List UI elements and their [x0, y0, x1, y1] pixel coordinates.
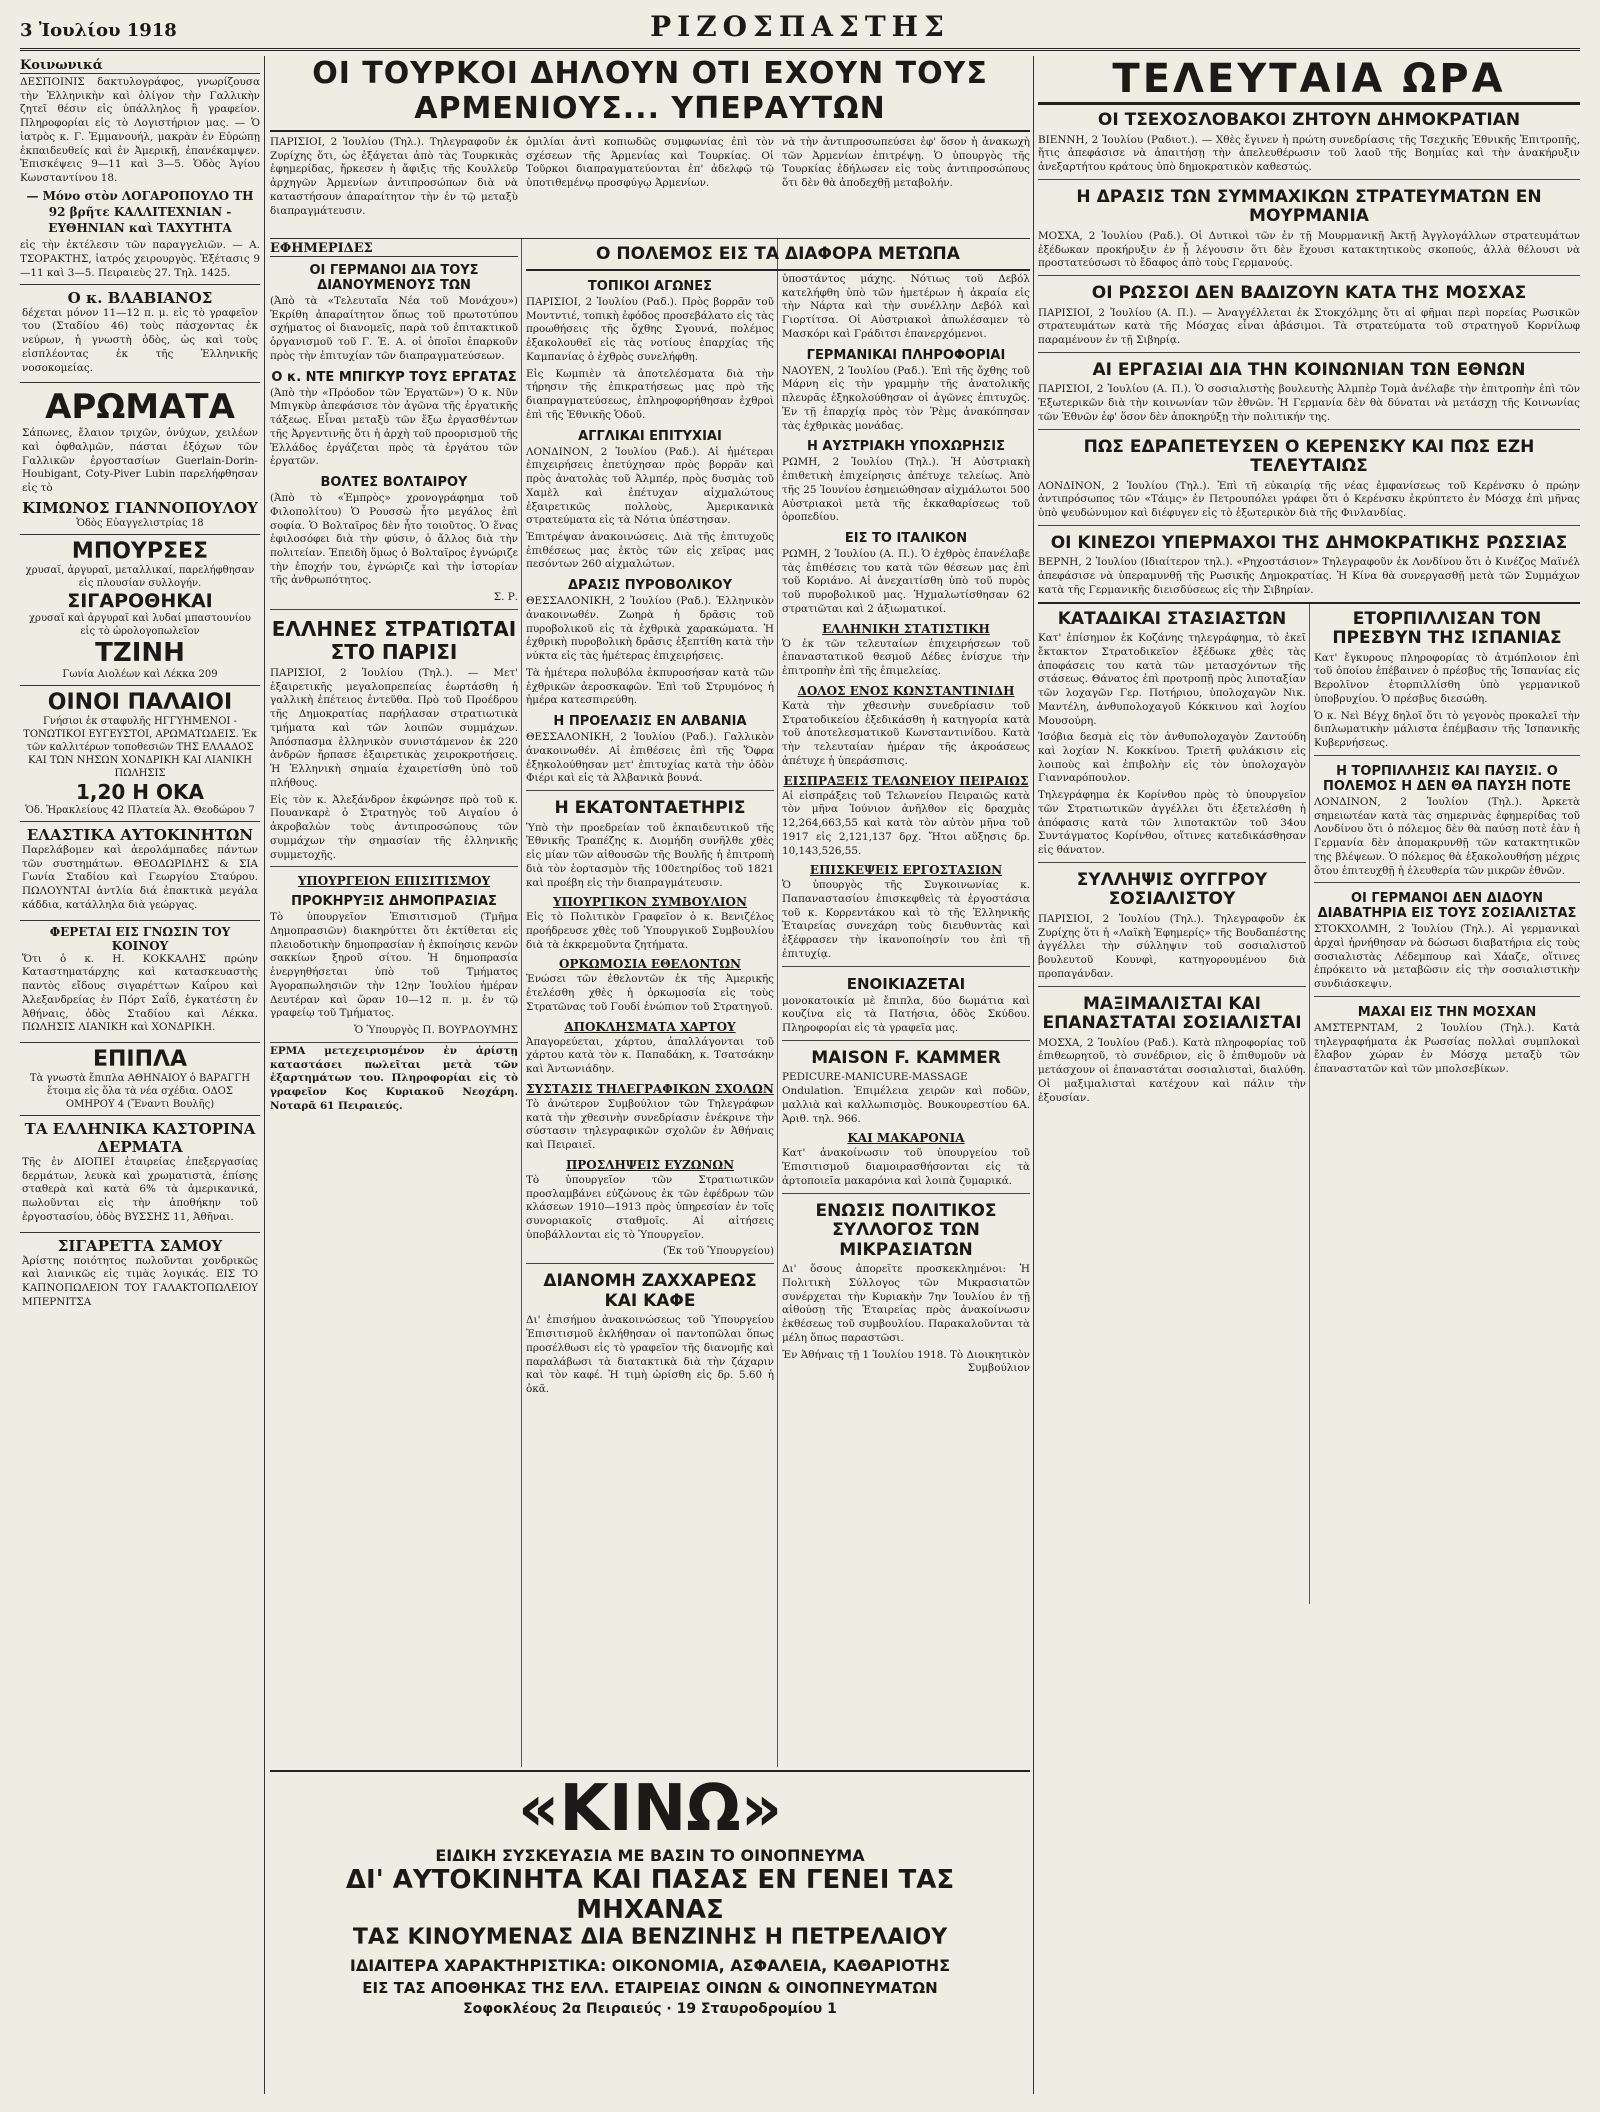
- article-text: Ὁ ἐκ τῶν τελευταίων ἐπιχειρήσεων τοῦ ἐπαναστατικοῦ θεσμοῦ Δέδες ἐνίσχυε τὴν ἐπιτροπὴν ἐπὶ τῆς ἐπιμελείας.: [782, 637, 1030, 678]
- article-text: Κατ' ἀνακοίνωσιν τοῦ ὑπουργείου τοῦ Ἐπισιτισμοῦ διαμοιρασθήσονται εἰς τὰ ἀρτοποιεῖα μακαρόνια καὶ λοιπὰ ζυμαρικά.: [782, 1147, 1030, 1187]
- article-text: ΠΑΡΙΣΙΟΙ, 2 Ἰουλίου (Τηλ.). Τηλεγραφοῦν ἐκ Ζυρίχης ὅτι, ὡς ἐξάγεται ἀπὸ τὰς Τουρκικὰς ἐφημερίδας, ἤρκεσεν ἡ ἄφιξις τῆς Κουλλεῦρ ἀρχηγῶν Ἀρμενίων ἀντιπροσώπων διὰ νὰ καταστήσουν ἀπαραίτητον τὴν ἐν τῷ μεταξὺ διαπραγμάτευσιν.: [270, 136, 518, 217]
- article-block: [1038, 429, 1580, 521]
- article-headline: ΕΤΟΡΠΙΛΛΙΣΑΝ ΤΟΝ ΠΡΕΣΒΥΝ ΤΗΣ ΙΣΠΑΝΙΑΣ: [1332, 608, 1562, 649]
- article-block: [270, 866, 518, 1038]
- ad-line: ΕΙΔΙΚΗ ΣΥΣΚΕΥΑΣΙΑ ΜΕ ΒΑΣΙΝ ΤΟ ΟΙΝΟΠΝΕΥΜΑ: [435, 1846, 865, 1865]
- article-headline: ΔΡΑΣΙΣ ΠΥΡΟΒΟΛΙΚΟΥ: [567, 578, 733, 594]
- ad-title: ΚΙΜΩΝΟΣ ΓΙΑΝΝΟΠΟΥΛΟΥ: [22, 498, 258, 517]
- war-fronts-banner: [526, 243, 1030, 271]
- article-block: [782, 1193, 1030, 1377]
- article-headline: ΟΙ ΓΕΡΜΑΝΟΙ ΔΙΑ ΤΟΥΣ ΔΙΑΝΟΥΜΕΝΟΥΣ ΤΩΝ: [309, 263, 479, 293]
- ad-text: PEDICURE-MANICURE-MASSAGE Ondulation. Ἐπιμέλεια χειρῶν καὶ ποδῶν, μαλλιὰ καὶ καλλωπισμὸς. Βουκουρεστίου 6Α. Ἀριθ. τηλ. 966.: [782, 1071, 1030, 1125]
- article-text: Τὸ ἀνώτερον Συμβούλιον τῶν Τηλεγράφων κατὰ τὴν χθεσινὴν συνεδρίασιν ἐνέκρινε τὴν σύστασιν τηλεγραφικῶν σχολῶν ἐν Ἀθήναις καὶ Πειραιεῖ.: [526, 1097, 774, 1152]
- ad-line: ΕΙΣ ΤΑΣ ΑΠΟΘΗΚΑΣ ΤΗΣ ΕΛΛ. ΕΤΑΙΡΕΙΑΣ ΟΙΝΩΝ & ΟΙΝΟΠΝΕΥΜΑΤΩΝ: [362, 1979, 938, 1997]
- article-text: Αἱ εἰσπράξεις τοῦ Τελωνείου Πειραιῶς κατὰ τὸν μῆνα Ἰούνιον ἀνῆλθον εἰς δραχμὰς 12,264,663,55 καὶ κατὰ τὸν αὐτὸν μῆνα τοῦ 1917 εἰς 2,121,137 δρχ. Ἤτοι αὔξησις δρ. 10,143,526,55.: [782, 789, 1030, 857]
- article-text: ΠΑΡΙΣΙΟΙ, 2 Ἰουλίου (Τηλ.). — Μετ' ἐξαιρετικῆς μεγαλοπρεπείας ἑωρτάσθη ἡ γαλλικὴ ἐπέτειος ἐντεῦθα. Πρὸ τοῦ Προέδρου τῆς Δημοκρατίας παρήλασαν στρατιωτικὰ τμήματα καὶ τῶν λοιπῶν συμμάχων. Ἀπόσπασμα ἑλληνικὸν συνιστάμενον ἐκ 220 ἀνδρῶν ἤρπασε ἐξαιρετικὰς χειροκροτήσεις. Ἡ Ἑλληνικὴ σημαία ἐχαιρετίσθη ὑπὸ τοῦ πλήθους.: [270, 666, 518, 789]
- article-block: [1038, 179, 1580, 271]
- ad-text: Ὁδὸς Εὐαγγελιστρίας 18: [76, 517, 204, 529]
- lead-headline: ΟΙ ΤΟΥΡΚΟΙ ΔΗΛΟΥΝ ΟΤΙ ΕΧΟΥΝ ΤΟΥΣ ΑΡΜΕΝΙΟΥΣ... ΥΠΕΡΑΥΤΩΝ: [270, 56, 1030, 132]
- ad-text: Ὅτι ὁ κ. Η. ΚΟΚΚΑΛΗΣ πρώην Καταστηματάρχης καὶ κατασκευαστὴς παντὸς εἴδους σιγαρέττων Καΐρου καὶ Ἀλεξανδρείας ἐν Πόρτ Σαΐδ, ἐγκατέστη ἐν Ἀθήναις, ὁδὸς Σταδίου καὶ Λέκκα. ΠΩΛΗΣΙΣ ΛΙΑΝΙΚΗ καὶ ΧΟΝΔΡΙΚΗ.: [22, 952, 258, 1034]
- article-text: Εἰς Κωμπιὲν τὰ ἀποτελέσματα διὰ τὴν τήρησιν τῆς ἐπικρατήσεως μας πρὸ τῆς διαπραγματεύσεως, ἐπληροφορήθησαν ἐχθροὶ ἐπὶ τῆς Ἐθνικῆς Ὁδοῦ.: [526, 367, 774, 421]
- article-text: Κατ' ἔγκυρους πληροφορίας τὸ ἀτμόπλοιον ἐπὶ τοῦ ὁποίου ἐπέβαινεν ὁ πρέσβυς τῆς Ἰσπανίας εἰς Βερολῖνον ἐτορπιλλίσθη ὑπὸ γερμανικοῦ ὑποβρυχίου. Ὁ πρέσβυς διεσώθη.: [1314, 651, 1580, 705]
- article-headline: ΕΝΩΣΙΣ ΠΟΛΙΤΙΚΟΣ ΣΥΛΛΟΓΟΣ ΤΩΝ ΜΙΚΡΑΣΙΑΤΩΝ: [815, 1200, 997, 1260]
- ad-text: χρυσαῖ καὶ ἀργυραῖ καὶ λυδαί μπαστουνίου εἰς τὸ ὡρολογοπωλεῖον: [29, 612, 251, 637]
- article-text: ΘΕΣΣΑΛΟΝΙΚΗ, 2 Ἰουλίου (Ραδ.). Ἐλληνικὸν ἀνακοινωθέν. Ζωηρὰ ἡ δρᾶσις τοῦ πυροβολικοῦ εἰς τὰ ἐχθρικὰ χαρακώματα. Ἡ ἐχθρικὴ πυροβολικὴ δρᾶσις ἐξεπτίθη κατὰ τὴν νύκτα εἰς τὰς ἡμέτερας ἐπιχειρήσεις.: [526, 595, 774, 663]
- ad-text: Γωνία Αιολέων καὶ Λέκκα 209: [62, 668, 218, 680]
- article-headline: Η ΑΥΣΤΡΙΑΚΗ ΥΠΟΧΩΡΗΣΙΣ: [807, 439, 1005, 455]
- article-signature: (Ἐκ τοῦ Ὑπουργείου): [663, 1245, 774, 1258]
- article-text: ΣΤΟΚΧΟΛΜΗ, 2 Ἰουλίου (Τηλ.). Αἱ γερμανικαὶ ἀρχαὶ ἠρνήθησαν νὰ δώσωσι διαβατήρια εἰς τοὺς σοσιαλιστὰς Λέδεμπουρ καὶ Χάαζε, οἵτινες ἐπρόκειτο νὰ μεταβῶσιν εἰς τὴν σοσιαλιστικὴν συνδιάσκεψιν.: [1314, 923, 1580, 991]
- article-headline: ΜΑΞΙΜΑΛΙΣΤΑΙ ΚΑΙ ΕΠΑΝΑΣΤΑΤΑΙ ΣΟΣΙΑΛΙΣΤΑΙ: [1042, 993, 1302, 1034]
- ad-block: [782, 966, 1030, 1036]
- ad-text: εἰς τὴν ἐκτέλεσιν τῶν παραγγελιῶν. — Α. ΤΣΟΡΑΚΤΗΣ, ἰατρός χειρουργὸς. Ἐξέτασις 9—11 καὶ 3—5. Πειραιεὺς 27. Τηλ. 1425.: [20, 239, 260, 279]
- article-text: ΜΟΣΧΑ, 2 Ἰουλίου (Ραδ.). Κατὰ πληροφορίας τοῦ ἐπιθεωρητοῦ, τὸ συνέδριον, εἰς ὃ ἐπιθυμοῦν νὰ μετάσχουν οἱ ἐπαναστάται σοσιαλισταὶ, διαλύθη. Οἱ μαξιμαλισταὶ κατέχουν καὶ πάλιν τὴν ἐξουσίαν.: [1038, 1036, 1306, 1104]
- article-text: ΠΑΡΙΣΙΟΙ, 2 Ἰουλίου (Α. Π.). — Ἀναγγέλλεται ἐκ Στοκχόλμης ὅτι αἱ φῆμαι περὶ πορείας Ρωσικῶν στρατευμάτων κατὰ τῆς Μόσχας εἶναι ἀβάσιμοι. Τὰ στρατεύματα τοῦ στρατηγοῦ Κορνίλωφ παραμένουν ἐν τῇ Σιβηρίᾳ.: [1038, 306, 1580, 347]
- article-text: Τηλεγράφημα ἐκ Κορίνθου πρὸς τὸ ὑπουργεῖον τῶν Στρατιωτικῶν ἀγγέλλει ὅτι ἐξετελέσθη ἡ ἀπόφασις κατὰ τῶν λιποτακτῶν τοῦ 34ου Συντάγματος Κορίνθου, οἵτινες κατεδικάσθησαν εἰς θάνατον.: [1038, 789, 1306, 857]
- ad-block: [20, 534, 260, 685]
- article-text: ὁμιλίαι ἀντὶ κοπιωδῶς συμφωνίας ἐπὶ τὸν σχέσεων τῆς Ἀρμενίας καὶ Τουρκίας. Οἱ Τοῦρκοι διαπραγματεύονται ἐπ' ἀδελφῷ τῷ ὑποτιθεμένῳ προσφύγῳ Ἀρμενίων.: [526, 136, 774, 190]
- article-text: ΒΕΡΝΗ, 2 Ἰουλίου (Ιδιαίτερον τηλ.). «Ρηχοστάσιον» Τηλεγραφοῦν ἐκ Λονδίνου ὅτι ὁ Κινέζος Μαϊνέλ ἀπεφάσισε νὰ ὑπεραμυνθῇ τῆς Ρωσικῆς Δημοκρατίας. Ἡ Κίνα θὰ συνεργασθῇ μετὰ τῶν Συμμάχων κατὰ τῆς Γερμανικῆς διεισδύσεως εἰς τὴν Σιβηρίαν.: [1038, 556, 1580, 596]
- kino-advertisement: [270, 1770, 1030, 2092]
- article-text: (Ἀπὸ τὴν «Πρόοδον τῶν Ἐργατῶν») Ὁ κ. Νῦν Μπιγκὺρ ἀπεφάσισε τὸν ἀγῶνα τῆς ἐργατικῆς τάξεως. Εἶναι μεταξὺ τῶν ἔξω ἐργασθέντων τῆς Ἀργεντινῆς ὅτι ἡ ἀρχὴ τοῦ προορισμοῦ τῆς Ἑλλάδος ἐργάζεται πρὸς τὰ ἐργάτου τῶν ἐργατῶν.: [270, 386, 518, 468]
- ad-title: ΣΙΓΑΡΕΤΤΑ ΣΑΜΟΥ: [57, 1236, 223, 1255]
- article-text: ΑΜΣΤΕΡΝΤΑΜ, 2 Ἰουλίου (Τηλ.). Κατὰ τηλεγραφήματα ἐκ Ρωσσίας πολλαὶ συμπλοκαὶ ἔλαβον χώραν ἐν Μόσχᾳ μεταξὺ τῶν ἐπαναστατῶν καὶ τῶν μπολσεβίκων.: [1314, 1021, 1580, 1076]
- ad-title: — Μόνο στὸν ΛΟΓΑΡΟΠΟΥΛΟ ΤΗ 92 βρῆτε ΚΑΛΛΙΤΕΧΝΙΑΝ - ΕΥΘΗΝΙΑΝ καὶ ΤΑΧΥΤΗΤΑ: [26, 188, 254, 235]
- article-block: [1038, 525, 1580, 598]
- article-headline: ΠΡΟΣΛΗΨΕΙΣ ΕΥΖΩΝΩΝ: [565, 1157, 735, 1172]
- lower-right: [1314, 604, 1580, 1604]
- article-headline: ΕΠΙΣΚΕΨΕΙΣ ΕΡΓΟΣΤΑΣΙΩΝ: [809, 863, 1003, 878]
- ad-title: ΤΑ ΕΛΛΗΝΙΚΑ ΚΑΣΤΟΡΙΝΑ ΔΕΡΜΑΤΑ: [24, 1119, 256, 1156]
- article-text: Εἰς τὸν κ. Ἀλεξάνδρον ἐκφώνησε πρὸ τοῦ κ. Πουανκαρὲ ὁ Στρατηγὸς τοῦ Αιγαίου ὁ ἀκροβαλὼν τοὺς ἀντιπροσώπους τῶν συμμάχων τὴν σημασίαν τῆς ἑλληνικῆς συμμετοχῆς.: [270, 793, 518, 861]
- article-block: [526, 1263, 774, 1397]
- last-hour-column: [1038, 56, 1580, 2094]
- article-headline: ΜΑΧΑΙ ΕΙΣ ΤΗΝ ΜΟΣΧΑΝ: [1357, 1004, 1537, 1020]
- ad-text: Ὁδ. Ἡρακλείους 42 Πλατεία Ἀλ. Θεοδώρου 7: [25, 804, 255, 816]
- article-block: [270, 609, 518, 862]
- article-block: [1314, 882, 1580, 992]
- ad-text: δέχεται μόνον 11—12 π. μ. εἰς τὸ γραφεῖον του (Σταδίου 46) τοὺς πάσχοντας ἐκ νεύρων, ἡ γνωστὴ ὁδὸς, ὡς καὶ τοὺς εἰσπλέοντας ἐκ τῆς Ἐλληνικῆς νοσοκομείας.: [22, 306, 258, 374]
- ad-block: [782, 1040, 1030, 1126]
- article-text: Ἰσόβια δεσμὰ εἰς τὸν ἀνθυπολοχαγὸν Ζαντούδη καὶ λοχίαν Ν. Κοκκίνου. Τριετῆ φυλάκισιν εἰς λοιποὺς καὶ ἐπιβολὴν εἰς τὸν ὑπολοχαγὸν Γιανναρόπουλον.: [1038, 731, 1306, 785]
- article-block: [1314, 755, 1580, 878]
- article-text: ΛΟΝΔΙΝΟΝ, 2 Ἰουλίου (Τηλ.). Ἀρκετὰ σημειωτέαν κατὰ τὰς σημερινὰς ἐφημερίδας τοῦ Λονδίνου ὅτι ὁ πόλεμος δὲν θὰ παύσῃ ποτὲ ἐὰν ἡ Γερμανία δὲν ἀπομακρυνθῇ τῶν κατακτητικῶν της βλέψεων. Ὁ πόλεμος θὰ ἐξακολουθήσῃ μέχρις ὅτου ἐπιτευχθῇ ἡ ἐλευθερία τῶν μικρῶν ἐθνῶν.: [1314, 795, 1580, 877]
- article-text: Κατὰ τὴν χθεσινὴν συνεδρίασιν τοῦ Στρατοδικείου ἐξεδικάσθη ἡ κατηγορία κατὰ τοῦ ἀποτελεσματικοῦ Κωνσταντινίδου. Κατὰ τὴν τελευταίαν ἡμέραν τῆς ἀκροάσεως ἀπέτυχε ἡ ὑπεράσπισις.: [782, 699, 1030, 767]
- article-headline: ΤΟΠΙΚΟΙ ΑΓΩΝΕΣ: [587, 279, 713, 294]
- article-headline: Η ΤΟΡΠΙΛΛΗΣΙΣ ΚΑΙ ΠΑΥΣΙΣ. Ο ΠΟΛΕΜΟΣ Η ΔΕΝ ΘΑ ΠΑΥΣΗ ΠΟΤΕ: [1323, 763, 1571, 794]
- article-headline: ΚΑΤΑΔΙΚΑΙ ΣΤΑΣΙΑΣΤΩΝ: [1057, 608, 1287, 629]
- lower-left: [1038, 604, 1306, 1604]
- ad-title: ΕΠΙΠΛΑ: [92, 1046, 188, 1072]
- article-text: Τὸ ὑπουργεῖον τῶν Στρατιωτικῶν προσλαμβάνει εὐζώνους ἐκ τῶν ἐφέδρων τῶν κλάσεων 1910—1913 πρὸς ὑπηρεσίαν ἐν τοῖς συνοριακοῖς σταθμοῖς. Αἱ αἰτήσεις ὑποβάλλονται εἰς τὸ Ὑπουργεῖον.: [526, 1173, 774, 1241]
- article-headline: ΥΠΟΥΡΓΙΚΟΝ ΣΥΜΒΟΥΛΙΟΝ: [553, 895, 747, 910]
- article-headline: Ο κ. ΝΤΕ ΜΠΙΓΚΥΡ ΤΟΥΣ ΕΡΓΑΤΑΣ: [271, 369, 517, 385]
- article-headline: ΟΡΚΩΜΟΣΙΑ ΕΘΕΛΟΝΤΩΝ: [559, 957, 741, 972]
- ad-text: Παρελάβομεν καὶ ἀερολάμπαδες πάντων τῶν συστημάτων. ΘΕΟΔΩΡΙΔΗΣ & ΣΙΑ Γωνία Σταδίου καὶ Γεωργίου Σταύρου. ΠΩΛΟΥΝΤΑΙ ἀντλία διά ἐπακτικὰ μεγάλα κάδδια, κατάλληλα διὰ γεώργας.: [22, 843, 258, 911]
- ad-title: ΣΙΓΑΡΟΘΗΚΑΙ: [67, 589, 213, 612]
- issue-date: 3 Ἰουλίου 1918: [20, 20, 177, 41]
- article-text: Τὸ ὑπουργεῖον Ἐπισιτισμοῦ (Τμῆμα Δημοπρασιῶν) διακηρύττει ὅτι ἐκτίθεται εἰς πλειοδοτικὴν δημοπρασίαν ἡ ἐκποίησις κενῶν σακκίων ξηροῦ σίτου. Ἡ δημοπρασία ἐνεργηθήσεται ὑπὸ τοῦ Τμήματος Ἀγοραπωλησιῶν τὴν 12ην Ἰουλίου ἡμέραν Δευτέραν καὶ ὥραν 10—12 π. μ. ἐν τῷ γραφείῳ τοῦ Τμήματος.: [270, 911, 518, 1020]
- article-headline: ΟΙ ΓΕΡΜΑΝΟΙ ΔΕΝ ΔΙΔΟΥΝ ΔΙΑΒΑΤΗΡΙΑ ΕΙΣ ΤΟΥΣ ΣΟΣΙΑΛΙΣΤΑΣ: [1317, 891, 1577, 922]
- article-headline: ΕΙΣ ΤΟ ΙΤΑΛΙΚΟΝ: [844, 531, 968, 547]
- article-text: Ἑνώσει τῶν ἐθελοντῶν ἐκ τῆς Ἀμερικῆς ἐτελέσθη χθὲς ἡ ὁρκωμοσία εἰς τοὺς Στρατῶνας τοῦ Γουδί ἐνώπιον τοῦ Στρατηγοῦ.: [526, 973, 774, 1013]
- article-text: ΠΑΡΙΣΙΟΙ, 2 Ἰουλίου (Τηλ.). Τηλεγραφοῦν ἐκ Ζυρίχης ὅτι ἡ «Λαϊκὴ Ἐφημερίς» τῆς Βουδαπέστης ἀγγέλλει τὴν σύλληψιν τοῦ σοσιαλιστοῦ βουλευτοῦ Κουνφὶ, κατηγορουμένου διὰ προπαγάνδαν.: [1038, 912, 1306, 980]
- article-headline: ΕΙΣΠΡΑΞΕΙΣ ΤΕΛΩΝΕΙΟΥ ΠΕΙΡΑΙΩΣ: [783, 773, 1029, 788]
- article-text: (Ἀπὸ τὰ «Τελευταῖα Νέα τοῦ Μονάχου») Ἐκρίθη ἀπαραίτητον ὅπως τοῦ πρωτοτύπου σχήματος οἱ διανομεῖς, παρὰ τοῦ ἐπιτακτικοῦ ὀργανισμοῦ τοῦ Γ. Ἐ. Α. οἱ ὁποῖοι ἐπαρκοῦν πρὸς τὴν ἐπιτυχίαν τῶν διαπραγματεύσεων.: [270, 295, 518, 362]
- article-text: Ἐπιτρέψαν ἀνακοινώσεις. Διὰ τῆς ἐπιτυχοῦς ἐπιθέσεως μας ἐκτὸς τῶν εἰς χεῖρας μας πεσόντων 260 αἰχμαλώτων.: [526, 531, 774, 571]
- ad-price: 1,20 Η ΟΚΑ: [76, 779, 204, 804]
- article-headline: ΚΑΙ ΜΑΚΑΡΟΝΙΑ: [847, 1131, 965, 1146]
- article-text: ΛΟΝΔΙΝΟΝ, 2 Ἰουλίου (Τηλ.). Ἐπὶ τῆ εὐκαιρίᾳ τῆς νέας ἐμφανίσεως τοῦ Κερένσκυ ὁ πρώην ἀντιπρόσωπος τῶν «Τάιμς» ἐν Πετρουπόλει γράφει ὅτι ὁ Κερένσκυ ἐκρύπτετο ἐν Μόσχᾳ ἐπὶ μῆνας ὑπὸ ψευδώνυμον καὶ διέφυγεν εἰς τὸ ἐξωτερικὸν διὰ τῆς Φινλανδίας.: [1038, 479, 1580, 520]
- ad-block: [20, 1042, 260, 1115]
- column-rule: [1033, 56, 1034, 2094]
- ad-text: ΔΕΣΠΟΙΝΙΣ δακτυλογράφος, γνωρίζουσα τὴν Ἑλληνικὴν καὶ ὀλίγον τὴν Γαλλικὴν ζητεῖ θέσιν εἰς ὑπάλληλος ἢ γραφείον. Πληροφορίαι εἰς τὸ Λογιστήριον μας. — Ὁ ἰατρὸς κ. Γ. Ἐμμανουήλ, μακρὰν ἐν Εὐρώπῃ ἐκπαιδευθείς καὶ ἐν Ἀμερικῇ, ἐπανέκαμψεν. Ἐπισκέψεις 9—11 καὶ 3—5. Ὁδὸς Ἁγίου Κωνσταντίνου 18.: [20, 76, 260, 185]
- article-headline: ΣΥΣΤΑΣΙΣ ΤΗΛΕΓΡΑΦΙΚΩΝ ΣΧΟΛΩΝ: [526, 1081, 774, 1096]
- section-headline: ΤΕΛΕΥΤΑΙΑ ΩΡΑ: [1038, 56, 1580, 105]
- article-headline: ΣΥΛΛΗΨΙΣ ΟΥΓΓΡΟΥ ΣΟΣΙΑΛΙΣΤΟΥ: [1076, 869, 1268, 910]
- article-block: [1038, 986, 1306, 1106]
- ad-title: ΤΖΙΝΗ: [95, 637, 185, 668]
- article-text: Ὑπὸ τὴν προεδρείαν τοῦ ἐκπαιδευτικοῦ τῆς Ἐθνικῆς Τραπέζης κ. Διομήδη συνῆλθε χθὲς εἰς μίαν τῶν αἰθουσῶν τῆς Βουλῆς ἡ ἐπιτροπὴ διὰ τὸν ἑορτασμὸν τῆς 100ετηρίδος τοῦ 1821 καὶ προέβη εἰς τὴν διαπραγμάτευσιν.: [526, 821, 774, 889]
- ad-text: ΕΡΜΑ μετεχειρισμένον ἐν ἀρίστῃ καταστάσει πωλεῖται μετὰ τῶν ἐξαρτημάτων του. Πληροφορίαι εἰς τὸ γραφεῖον Κος Κυριακοῦ Νεοχάρη. Νοταρᾶ 61 Πειραιεύς.: [270, 1044, 518, 1112]
- article-block: [1038, 862, 1306, 982]
- article-headline: ΕΛΛΗΝΙΚΗ ΣΤΑΤΙΣΤΙΚΗ: [822, 621, 990, 636]
- article-text: Κατ' ἐπίσημον ἐκ Κοζάνης τηλεγράφημα, τὸ ἐκεῖ ἔκτακτον Στρατοδικεῖον ἐξέδωκε χθὲς τὰς ἀποφάσεις του κατὰ τῶν μετασχόντων τῆς στάσεως. Θάνατος ἐπὶ προτροπῇ πρὸς λιποταξίαν τῶν λοχαγῶν Γερ. Ποτήριου, ὑπολοχαγῶν Νικ. Μαντέλη, ἀνθυπολοχαγοῦ Κόκκινου καὶ λοχίου Μουσούρη.: [1038, 632, 1306, 727]
- ad-block: [20, 284, 260, 383]
- column-rule: [264, 56, 265, 2094]
- ad-block: [20, 920, 260, 1042]
- article-headline: Η ΕΚΑΤΟΝΤΑΕΤΗΡΙΣ: [554, 798, 746, 819]
- ad-text: Σάπωνες, ἔλαιον τριχῶν, ὀνύχων, χειλέων καὶ ὀφθαλμῶν, πάσται ἐξόχων τῶν Γαλλικῶν ἐργοστασίων Guerlain-Dorin-Houbigant, Coty-Piver Lubin παρελήφθησαν εἰς τὸ: [22, 427, 258, 495]
- article-headline: ΟΙ ΤΣΕΧΟΣΛΟΒΑΚΟΙ ΖΗΤΟΥΝ ΔΗΜΟΚΡΑΤΙΑΝ: [1097, 110, 1521, 130]
- article-text: Ἀπαγορεύεται, χάρτου, ἀπαλλάγονται τοῦ χάρτου κατὰ τὸν κ. Παπαδάκη, κ. Τσατσάκην καὶ Ἀντωνιάδην.: [526, 1035, 774, 1076]
- article-headline: ΑΙ ΕΡΓΑΣΙΑΙ ΔΙΑ ΤΗΝ ΚΟΙΝΩΝΙΑΝ ΤΩΝ ΕΘΝΩΝ: [1092, 359, 1526, 380]
- ad-title: ΕΛΑΣΤΙΚΑ ΑΥΤΟΚΙΝΗΤΩΝ: [26, 825, 254, 844]
- article-text: ΝΑΟΥΕΝ, 2 Ἰουλίου (Ραδ.). Ἐπὶ τῆς ὄχθης τοῦ Μάρνη εἰς τὴν γραμμὴν τῆς ἀνατολικῆς πλευρᾶς ἐξηκολούθησαν οἱ ἀγῶνες ἐπιτυχῶς. Ἐν τῇ ἐπαρχίᾳ πρὸς τὸν Ῥὲμς ἀνακόπησαν τὰς ἐχθρικὰς μονάδας.: [782, 364, 1030, 432]
- article-headline: ΕΛΛΗΝΕΣ ΣΤΡΑΤΙΩΤΑΙ ΣΤΟ ΠΑΡΙΣΙ: [271, 616, 517, 664]
- ad-text: Γνήσιοι ἐκ σταφυλῆς ΗΓΓΥΗΜΕΝΟΙ - ΤΟΝΩΤΙΚΟΙ ΕΥΓΕΥΣΤΟΙ, ΑΡΩΜΑΤΩΔΕΙΣ. Ἐκ τῶν καλλιτέρων τοποθεσιῶν ΤΗΣ ΕΛΛΑΔΟΣ ΚΑΙ ΤΩΝ ΝΗΣΩΝ ΧΟΝΔΡΙΚΗ ΚΑΙ ΛΙΑΝΙΚΗ ΠΩΛΗΣΙΣ: [23, 715, 257, 779]
- ad-block: [20, 1115, 260, 1232]
- article-block: [526, 790, 774, 890]
- article-headline: ΟΙ ΡΩΣΣΟΙ ΔΕΝ ΒΑΔΙΖΟΥΝ ΚΑΤΑ ΤΗΣ ΜΟΣΧΑΣ: [1091, 283, 1527, 304]
- ad-title: ΦΕΡΕΤΑΙ ΕΙΣ ΓΝΩΣΙΝ ΤΟΥ ΚΟΙΝΟΥ: [49, 924, 231, 953]
- article-headline: ΠΩΣ ΕΔΡΑΠΕΤΕΥΣΕΝ Ο ΚΕΡΕΝΣΚΥ ΚΑΙ ΠΩΣ ΕΖΗ ΤΕΛΕΥΤΑΙΩΣ: [1083, 436, 1535, 477]
- article-headline: ΔΟΛΟΣ ΕΝΟΣ ΚΩΝΣΤΑΝΤΙΝΙΔΗ: [797, 683, 1015, 698]
- ad-block: [20, 382, 260, 534]
- ad-text: χρυσαῖ, ἀργυραῖ, μεταλλικαί, παρελήφθησαν εἰς πλουσίαν συλλογήν.: [25, 564, 255, 589]
- article-text: ΠΑΡΙΣΙΟΙ, 2 Ἰουλίου (Ραδ.). Πρὸς βορρᾶν τοῦ Μοντντιέ, τοπικὴ ἐφόδος προσεβάλατο εἰς τὰς προωθήσεις τῆς ὄχθης Σγουνά, πολέμος ἐξακολουθεῖ εἰς τὰς νοτίους ἐπαρχίας τῆς Καμπανίας ὁ ἐχθρὸς συνελήφθη.: [526, 296, 774, 363]
- article-text: Δι' ἐπισήμου ἀνακοινώσεως τοῦ Ὑπουργείου Ἐπισιτισμοῦ ἐκλήθησαν οἱ παντοπῶλαι ὅπως προσέλθωσι εἰς τὸ γραφεῖον τῆς διανομῆς καὶ παραλάβωσι τὰ διατακτικὰ διὰ τὴν ζάχαριν καὶ τὸν καφέ. Ἡ τιμὴ ὡρίσθη εἰς δρ. 5.60 ἡ ὀκᾶ.: [526, 1314, 774, 1395]
- article-text: ΜΟΣΧΑ, 2 Ἰουλίου (Ραδ.). Οἱ Δυτικοὶ τῶν ἐν τῇ Μουρμανικῇ Ἀκτῇ Ἀγγλογάλλων στρατευμάτων ἐξέδωκαν προκήρυξιν ἐν ᾗ λέγουσιν ὅτι δὲν ἔχουσι κατακτητικοὺς σκοπούς, ἀλλὰ θέλουσι νὰ προστατεύσωσι τὸ ἔδαφος ἀπὸ τοὺς Γερμανούς.: [1038, 229, 1580, 270]
- ad-line: Σοφοκλέους 2α Πειραιεύς · 19 Σταυροδρομίου 1: [463, 2001, 837, 2017]
- war-right: [782, 273, 1030, 1767]
- article-headline: ΑΓΓΛΙΚΑΙ ΕΠΙΤΥΧΙΑΙ: [578, 428, 722, 444]
- newspaper-title: ΡΙΖΟΣΠΑΣΤΗΣ: [650, 10, 950, 43]
- article-text: Τὰ ἡμέτερα πολυβόλα ἐκπυροσήσαν κατὰ τῶν ἐχθρικῶν ἀεροσκαφῶν. Ἐπὶ τοῦ Στρυμόνος ἡ ἡμέρα κατεσπιρεύθη.: [526, 666, 774, 707]
- article-block: [1314, 996, 1580, 1077]
- article-text: ΡΩΜΗ, 2 Ἰουλίου (Α. Π.). Ὁ ἐχθρὸς ἐπανέλαβε τὰς ἐπιθέσεις του κατὰ τῶν θέσεων μας ἐπὶ τοῦ Κοριάνο. Αἱ ἀνεχαιτίσθη ὑπὸ τοῦ πυρὸς τοῦ πυροβολικοῦ μας. Ἠχμαλωτίσθησαν 62 στρατιῶται καὶ 2 ἀξιωματικοί.: [782, 548, 1030, 615]
- article-headline: ΒΟΛΤΕΣ ΒΟΛΤΑΙΡΟΥ: [320, 475, 468, 491]
- war-left: [526, 273, 774, 1767]
- section-headline: Ο ΠΟΛΕΜΟΣ ΕΙΣ ΤΑ ΔΙΑΦΟΡΑ ΜΕΤΩΠΑ: [596, 244, 960, 264]
- ad-line: ΙΔΙΑΙΤΕΡΑ ΧΑΡΑΚΤΗΡΙΣΤΙΚΑ: ΟΙΚΟΝΟΜΙΑ, ΑΣΦΑΛΕΙΑ, ΚΑΘΑΡΙΟΤΗΣ: [349, 1956, 951, 1975]
- ad-title: ΜΠΟΥΡΣΕΣ: [71, 538, 209, 564]
- article-signature: Ὁ Ὑπουργὸς Π. ΒΟΥΡΔΟΥΜΗΣ: [354, 1024, 518, 1037]
- article-text: ΒΙΕΝΝΗ, 2 Ἰουλίου (Ραδιοτ.). — Χθὲς ἔγινεν ἡ πρώτη συνεδρίασις τῆς Τσεχικῆς Ἐθνικῆς Ἐπιτροπῆς, ἥτις ἀπεφάσισε νὰ ἀπαιτήσῃ τὴν ἀπελευθέρωσιν τοῦ λαοῦ τῆς Βοημίας καὶ τὴν ἀνακήρυξιν ἀνεξαρτήτου κράτους ὑπὸ δημοκρατικὸν καθεστώς.: [1038, 133, 1580, 174]
- article-text: ΡΩΜΗ, 2 Ἰουλίου (Τηλ.). Ἡ Αὐστριακὴ ἐπιθετικὴ ἐπιχείρησις ἀπέτυχε τελείως. Ἀπὸ τῆς 25 Ἰουνίου ἐσημειώθησαν αἰχμάλωτοι 500 Αὐστριακοὶ μετὰ τῆς ἐκκαθαρίσεως τοῦ ὀροπεδίου.: [782, 456, 1030, 524]
- main-news-column: [270, 56, 1030, 1767]
- section-label: Κοινωνικά: [20, 58, 260, 74]
- article-signature: Σ. Ρ.: [493, 591, 518, 604]
- article-text: ΛΟΝΔΙΝΟΝ, 2 Ἰουλίου (Ραδ.). Αἱ ἡμέτεραι ἐπιχειρήσεις ἐπετύχησαν πρὸς βορρᾶν καὶ πρὸς ἀνατολὰς τοῦ Ἀλμπέρ, πρὸς δυσμὰς τοῦ Χαμὲλ καὶ ἐπέτυχαν αἰχμαλώτους ἐξαιρετικῶς πολλοὺς, Ἀμερικανικὰ στρατεύματα εἰς τὰ Νότια ὑπέστησαν.: [526, 445, 774, 527]
- article-headline: Η ΔΡΑΣΙΣ ΤΩΝ ΣΥΜΜΑΧΙΚΩΝ ΣΤΡΑΤΕΥΜΑΤΩΝ ΕΝ ΜΟΥΡΜΑΝΙΑ: [1076, 186, 1542, 227]
- article-headline: ΠΡΟΚΗΡΥΞΙΣ ΔΗΜΟΠΡΑΣΙΑΣ: [291, 894, 497, 910]
- ad-title: ΕΝΟΙΚΙΑΖΕΤΑΙ: [846, 974, 966, 993]
- classifieds-column: [20, 56, 260, 2094]
- article-headline: ΟΙ ΚΙΝΕΖΟΙ ΥΠΕΡΜΑΧΟΙ ΤΗΣ ΔΗΜΟΚΡΑΤΙΚΗΣ ΡΩΣΣΙΑΣ: [1050, 532, 1568, 553]
- ad-title: Ο κ. ΒΛΑΒΙΑΝΟΣ: [67, 288, 213, 307]
- ad-block: [270, 1042, 518, 1114]
- article-label: ΥΠΟΥΡΓΕΙΟΝ ΕΠΙΣΙΤΙΣΜΟΥ: [297, 874, 491, 889]
- section-label: ΕΦΗΜΕΡΙΔΕΣ: [270, 241, 518, 257]
- article-signature: Ἐν Ἀθήναις τῇ 1 Ἰουλίου 1918. Τὸ Διοικητικὸν Συμβούλιον: [782, 1348, 1030, 1375]
- ad-text: Τὰ γνωστὰ ἔπιπλα ΑΘΗΝΑΙΟΥ ὁ ΒΑΡΑΓΓΗ ἕτοιμα εἰς ὅλα τὰ νέα σχέδια. ΟΔΟΣ ΟΜΗΡΟΥ 4 (Ἔναντι Βουλῆς): [29, 1072, 251, 1110]
- ad-line: ΤΑΣ ΚΙΝΟΥΜΕΝΑΣ ΔΙΑ ΒΕΝΖΙΝΗΣ Η ΠΕΤΡΕΛΑΙΟΥ: [352, 1925, 948, 1950]
- article-block: [1038, 352, 1580, 425]
- article-headline: Η ΠΡΟΕΛΑΣΙΣ ΕΝ ΑΛΒΑΝΙΑ: [553, 714, 747, 730]
- masthead-bar: [20, 8, 1580, 51]
- ad-title: ΑΡΩΜΑΤΑ: [45, 387, 235, 428]
- ad-block: [20, 685, 260, 821]
- lower-split: [1038, 602, 1580, 1604]
- article-text: Ὁ κ. Νεὶ Βέγχ δηλοῖ ὅτι τὸ γεγονὸς προκαλεῖ τὴν διπλωματικὴν μάλιστα ἐπέμβασιν τῆς Ἰσπανικῆς Κυβερνήσεως.: [1314, 709, 1580, 750]
- article-text: Ὁ ὑπουργὸς τῆς Συγκοινωνίας κ. Παπαναστασίου ἐπισκεφθεὶς τὰ ἐργοστάσια τοῦ κ. Κορρεντάκου καὶ τὸ τῆς Ἑλληνικῆς Ἑταιρείας συνεχάρη τοὺς διευθυντὰς καὶ ἐξέφρασεν τὴν ἱκανοποίησίν του ἐπὶ τῇ ἐπιτυχίᾳ.: [782, 879, 1030, 960]
- article-text: (Ἀπὸ τὸ «Ἐμπρὸς» χρονογράφημα τοῦ Φιλοπολίτου) Ὁ Ρουσσὼ ἦτο μεγάλος ἐπὶ σοφία. Ὁ Βολταῖρος δὲν ἦτο τοιοῦτος. Ὁ ἕνας ἐφιλοσόφει διὰ τὴν φύσιν, ὁ ἄλλος διὰ τὴν πολιτείαν. Ἐπειδὴ ὅμως ὁ Βολταῖρος ἐγνώριζε τὴν ἐποχήν του, ἐγνώριζε καὶ τὴν ἱστορίαν τῆς ἀνθρωπότητος.: [270, 492, 518, 587]
- ad-text: Ἀρίστης ποιότητος πωλοῦνται χονδρικῶς καὶ λιανικῶς εἰς τιμὰς λογικάς. ΕΙΣ ΤΟ ΚΑΠΝΟΠΩΛΕΙΟΝ ΤΟΥ ΓΑΛΑΚΤΟΠΩΛΕΙΟΥ ΜΠΕΡΝΙΤΣΑ: [22, 1254, 258, 1308]
- ad-text: Τῆς ἐν ΔΙΟΠΕΙ ἑταιρείας ἐπεξεργασίας δερμάτων, λευκὰ καὶ χρωματιστὰ, ἐπίσης σταθερὰ καὶ κατὰ 6% τὰ ἀμερικανικά, πωλοῦνται εἰς τὴν ἀποθήκην τοῦ ἐργοστασίου, ὁδὸς ΒΥΣΣΗΣ 11, Ἀθῆναι.: [22, 1155, 258, 1223]
- press-review: [270, 239, 518, 1767]
- article-text: ΠΑΡΙΣΙΟΙ, 2 Ἰουλίου (Α. Π.). Ὁ σοσιαλιστὴς βουλευτὴς Ἀλμπὲρ Τομὰ ἀνέλαβε τὴν ἐπιτροπὴν ἐπὶ τῶν Ἐξωτερικῶν διὰ τὴν κοινωνίαν τῶν ἐθνῶν. Ἡ Γερμανία δὲν θὰ δύναται νὰ μετάσχῃ τῆς Κοινωνίας τῶν Ἐθνῶν ἐφ' ὅσον δὲν ἀποκηρύξῃ τὴν πολιτικήν της.: [1038, 383, 1580, 423]
- article-text: Δι' ὅσους ἀπορεῖτε προσκεκλημένοι: Ἡ Πολιτικὴ Σύλλογος τῶν Μικρασιατῶν συνέρχεται τὴν Κυριακὴν 7ην Ἰουλίου ἐν τῇ αἰθούσῃ τῆς Ἑταιρείας πρὸς ἀνακοίνωσιν ἐκθέσεως τοῦ συμβουλίου. Παρακαλοῦνται τὰ μέλη ὅπως παραστῶσι.: [782, 1263, 1030, 1344]
- news-body: [270, 238, 1030, 1767]
- article-headline: ΓΕΡΜΑΝΙΚΑΙ ΠΛΗΡΟΦΟΡΙΑΙ: [806, 347, 1006, 363]
- ad-title: ΟΙΝΟΙ ΠΑΛΑΙΟΙ: [47, 689, 233, 715]
- article-text: Εἰς τὸ Πολιτικὸν Γραφεῖον ὁ κ. Βενιζέλος προήδρευσε χθὲς τοῦ Ὑπουργικοῦ Συμβουλίου διὰ τὰ ἐκκρεμοῦντα ζητήματα.: [526, 911, 774, 951]
- article-block: [1038, 275, 1580, 348]
- ad-title: «ΚΙΝΩ»: [517, 1772, 783, 1846]
- article-text: ΘΕΣΣΑΛΟΝΙΚΗ, 2 Ἰουλίου (Ραδ.). Γαλλικὸν ἀνακοινωθέν. Αἱ ἐπιθέσεις ἐπὶ τῆς Ὅφρα ἐξηκολούθησαν μετ' ἐπιτυχίας κατὰ τὴν ὁδὸν Φιέρι καὶ εἰς τὰ Ἀλβανικὰ βουνά.: [526, 731, 774, 785]
- ad-block: [20, 821, 260, 920]
- ad-text: μονοκατοικία μὲ ἔπιπλα, δύο δωμάτια καὶ κουζίνα εἰς τὰ Πατήσια, ὁδὸς Σκύδου. Πληροφορίαι εἰς τὰ γραφεῖα μας.: [782, 994, 1030, 1035]
- ad-line: ΔΙ' ΑΥΤΟΚΙΝΗΤΑ ΚΑΙ ΠΑΣΑΣ ΕΝ ΓΕΝΕΙ ΤΑΣ ΜΗΧΑΝΑΣ: [345, 1865, 955, 1925]
- article-headline: ΔΙΑΝΟΜΗ ΖΑΧΧΑΡΕΩΣ ΚΑΙ ΚΑΦΕ: [543, 1271, 757, 1311]
- ad-block: [20, 1232, 260, 1317]
- article-text: νὰ τὴν ἀντιπροσωπεύσει ἐφ' ὅσον ἡ ἀνακωχὴ τῶν Ἀρμενίων ἐπιτρέψῃ. Ὁ ὑπουργὸς τῆς Τουρκίας ἐδήλωσεν εἰς τοὺς ἀντιπροσώπους ὅτι δὲν θὰ ἀποδεχθῇ μεταβολήν.: [782, 136, 1030, 190]
- article-text: ὑποστάντος μάχης. Νότιως τοῦ Δεβόλ κατελήφθη ὑπὸ τῶν ἡμετέρων ἡ ἀκραία εἰς τὴν Νάρτα καὶ τὴν συνέλλην Δεβόλ καὶ Γιορτίτσα. Οἱ Αὐστριακοὶ ἀπωλέσαμεν τὸ Μασκόρι καὶ Γράδιτσι ἐπανερχόμενοι.: [782, 273, 1030, 340]
- article-headline: ΑΠΟΚΛΗΣΜΑΤΑ ΧΑΡΤΟΥ: [564, 1019, 736, 1034]
- ad-title: MAISON F. KAMMER: [811, 1047, 1001, 1068]
